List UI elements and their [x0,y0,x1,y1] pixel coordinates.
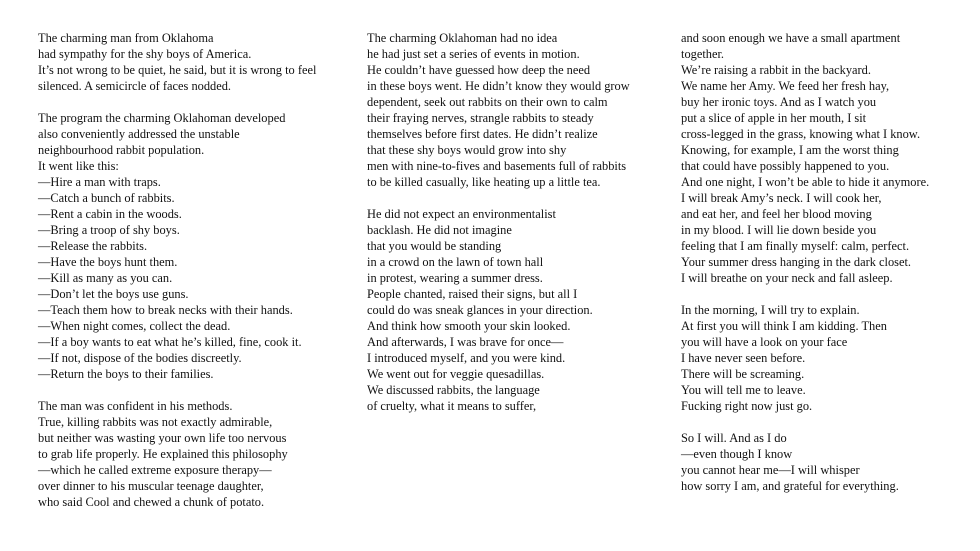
poem-line: and soon enough we have a small apartment [681,31,901,45]
stanza [681,430,971,494]
stanza [681,302,971,414]
poem-line: you cannot hear me—I will whisper [681,463,860,477]
poem-line: their fraying nerves, strangle rabbits to steady [367,111,594,125]
poem-line: I have never seen before. [681,351,806,365]
poem-line: He couldn’t have guessed how deep the need [367,63,591,77]
poem-line: dependent, seek out rabbits on their own to calm [367,95,608,109]
poem-line: —Bring a troop of shy boys. [38,223,180,237]
poem-line: neighbourhood rabbit population. [38,143,205,157]
poem-line: backlash. He did not imagine [367,223,512,237]
poem-line: cross-legged in the grass, knowing what I know. [681,127,921,141]
poem-line: We name her Amy. We feed her fresh hay, [681,79,890,93]
poem-line: that you would be standing [367,239,502,253]
stanza [38,30,350,94]
poem-line: he had just set a series of events in motion. [367,47,580,61]
poem-line: —Catch a bunch of rabbits. [38,191,175,205]
poem-line: had sympathy for the shy boys of America. [38,47,252,61]
poem-line: So I will. And as I do [681,431,787,445]
poem-line: I will break Amy’s neck. I will cook her, [681,191,882,205]
poem-line: I introduced myself, and you were kind. [367,351,566,365]
poem-line: —which he called extreme exposure therapy— [38,463,272,477]
poem-line: And afterwards, I was brave for once— [367,335,564,349]
poem-line: could do was sneak glances in your direction. [367,303,593,317]
poem-line: —Rent a cabin in the woods. [38,207,182,221]
poem-line: who said Cool and chewed a chunk of potato. [38,495,265,509]
poem-line: men with nine-to-fives and basements full of rabbits [367,159,627,173]
poem-line: and eat her, and feel her blood moving [681,207,872,221]
stanza [367,30,663,190]
poem-line: —even though I know [681,447,793,461]
poem-line: The charming Oklahoman had no idea [367,31,558,45]
poem-line: —Return the boys to their families. [38,367,214,381]
poem-line: put a slice of apple in her mouth, I sit [681,111,867,125]
poem-line: The program the charming Oklahoman developed [38,111,286,125]
poem-line: that these shy boys would grow into shy [367,143,567,157]
poem-line: how sorry I am, and grateful for everything. [681,479,899,493]
poem-line: The charming man from Oklahoma [38,31,214,45]
poem-line: We discussed rabbits, the language [367,383,540,397]
poem-line: The man was confident in his methods. [38,399,233,413]
poem-line: in my blood. I will lie down beside you [681,223,877,237]
poem-line: over dinner to his muscular teenage daughter, [38,479,264,493]
poem-line: —Teach them how to break necks with their hands. [38,303,293,317]
poem-line: It’s not wrong to be quiet, he said, but it is wrong to feel [38,63,317,77]
poem-line: you will have a look on your face [681,335,848,349]
stanza [38,110,350,382]
poem-line: Fucking right now just go. [681,399,813,413]
poem-line: I will breathe on your neck and fall asleep. [681,271,893,285]
poem-line: —If not, dispose of the bodies discreetly. [38,351,242,365]
poem-line: in a crowd on the lawn of town hall [367,255,544,269]
poem-line: also conveniently addressed the unstable [38,127,240,141]
poem-line: There will be screaming. [681,367,805,381]
poem-line: And think how smooth your skin looked. [367,319,571,333]
poem-line: to be killed casually, like heating up a little tea. [367,175,601,189]
poem-column-3 [681,30,971,510]
poem-line: He did not expect an environmentalist [367,207,556,221]
poem-line: to grab life properly. He explained this philosophy [38,447,288,461]
poem-line: —When night comes, collect the dead. [38,319,231,333]
poem-line: —Release the rabbits. [38,239,148,253]
poem-line: together. [681,47,725,61]
poem-line: Knowing, for example, I am the worst thing [681,143,899,157]
poem-line: At first you will think I am kidding. Then [681,319,887,333]
poem-line: —Kill as many as you can. [38,271,173,285]
poem-line: —Hire a man with traps. [38,175,161,189]
poem-line: We went out for veggie quesadillas. [367,367,545,381]
poem-line: that could have possibly happened to you. [681,159,890,173]
poem-column-2 [367,30,663,430]
poem-line: Your summer dress hanging in the dark closet. [681,255,912,269]
poem-line: —Have the boys hunt them. [38,255,178,269]
poem-line: It went like this: [38,159,119,173]
poem-line: And one night, I won’t be able to hide it anymore. [681,175,930,189]
poem-line: True, killing rabbits was not exactly admirable, [38,415,273,429]
stanza [681,30,971,286]
poem-line: silenced. A semicircle of faces nodded. [38,79,232,93]
poem-column-1 [38,30,350,526]
poem-line: You will tell me to leave. [681,383,806,397]
poem-line: In the morning, I will try to explain. [681,303,860,317]
poem-line: —Don’t let the boys use guns. [38,287,189,301]
poem-line: in these boys went. He didn’t know they would grow [367,79,630,93]
stanza [367,206,663,414]
poem-line: of cruelty, what it means to suffer, [367,399,537,413]
poem-line: buy her ironic toys. And as I watch you [681,95,877,109]
poem-line: We’re raising a rabbit in the backyard. [681,63,871,77]
poem-line: People chanted, raised their signs, but all I [367,287,578,301]
poem-line: feeling that I am finally myself: calm, perfect. [681,239,910,253]
poem-line: —If a boy wants to eat what he’s killed, fine, cook it. [38,335,302,349]
stanza [38,398,350,510]
poem-line: in protest, wearing a summer dress. [367,271,543,285]
poem-line: themselves before first dates. He didn’t realize [367,127,598,141]
poem-line: but neither was wasting your own life too nervous [38,431,287,445]
